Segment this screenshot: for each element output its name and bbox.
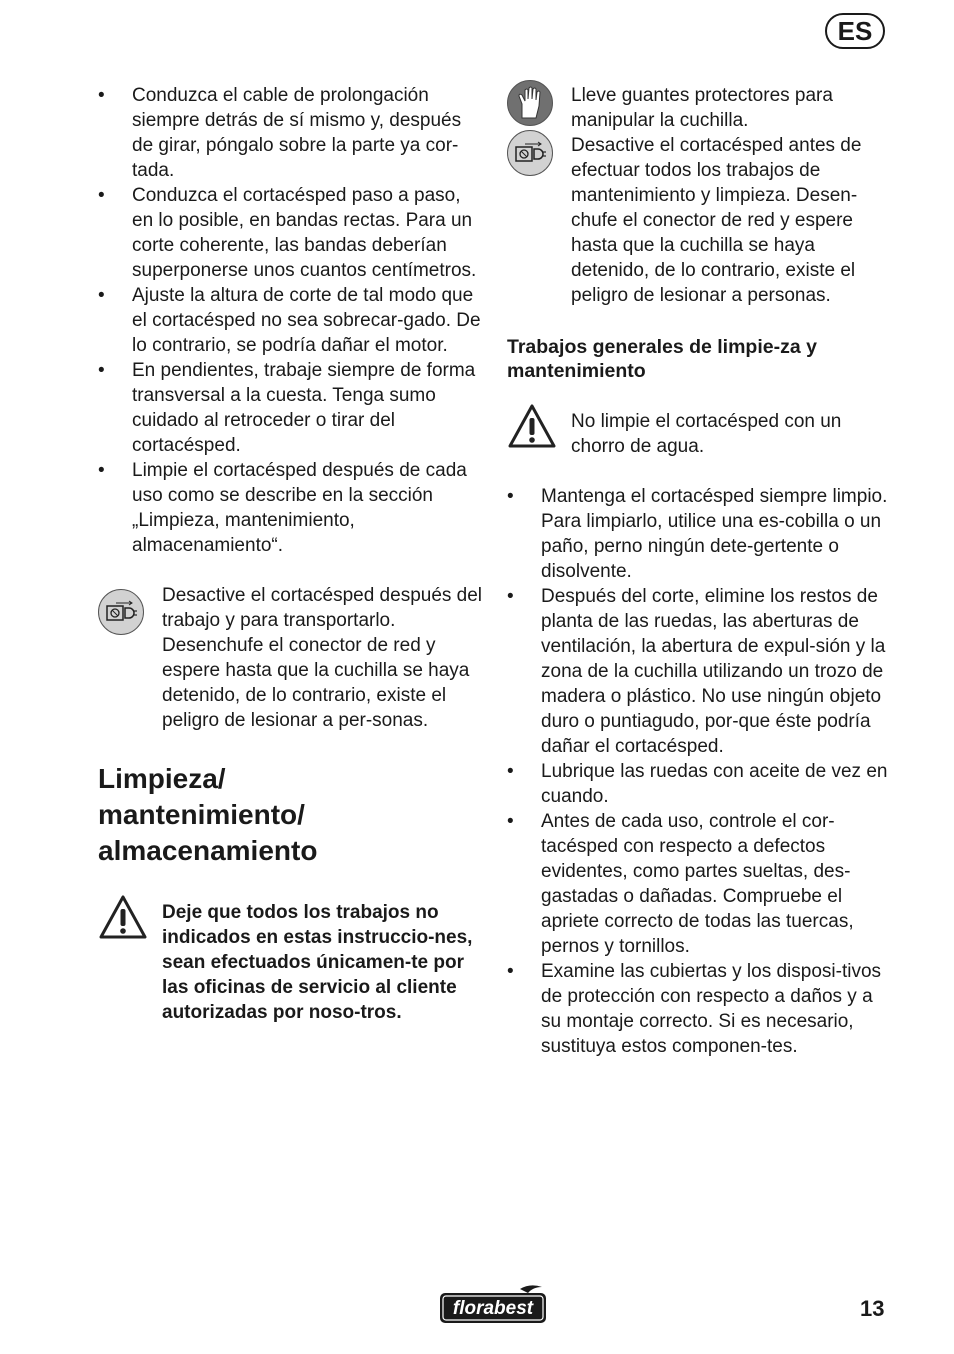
gloves-note-text: Lleve guantes protectores para manipular la cuchilla. <box>571 85 833 131</box>
gloves-icon <box>507 80 553 126</box>
bullet-marker: • <box>507 761 514 782</box>
warning-note-text: Deje que todos los trabajos no indicados en estas instruccio-nes, sean efectuados únicamen-te por las oficinas de servicio al cliente autorizadas por noso-tros. <box>162 902 473 1023</box>
list-item-text: Después del corte, elimine los restos de planta de las ruedas, las aberturas de ventilación, la abertura de expul-sión y la zona de la cuchilla utilizando un trozo de madera o plástico. No use ningún objeto duro o puntiagudo, por-que éste podría dañar el cortacésped. <box>541 586 886 757</box>
subsection-title: Trabajos generales de limpie-za y mantenimiento <box>507 336 817 382</box>
section-title-line: mantenimiento/ <box>98 799 305 830</box>
list-item-text: Ajuste la altura de corte de tal modo que el cortacésped no sea sobrecar-gado. De lo contrario, se podría dañar el motor. <box>132 285 481 356</box>
list-item <box>507 959 892 1059</box>
unplug-icon <box>507 130 553 176</box>
water-warning-block <box>507 409 892 459</box>
language-badge: ES <box>825 13 885 49</box>
safety-notes-block <box>507 83 892 308</box>
list-item-text: Lubrique las ruedas con aceite de vez en cuando. <box>541 761 888 807</box>
list-item-text: Mantenga el cortacésped siempre limpio. Para limpiarlo, utilice una es-cobilla o un paño, perno ningún dete-gertente o disolvente. <box>541 486 888 582</box>
bullet-marker: • <box>98 185 105 206</box>
right-bullet-list <box>507 484 892 1059</box>
warning-icon <box>507 403 557 449</box>
left-bullet-list <box>98 83 483 558</box>
list-item <box>98 183 483 283</box>
bullet-marker: • <box>98 285 105 306</box>
left-column <box>98 83 483 1025</box>
list-item <box>98 283 483 358</box>
unplug-note-text: Desactive el cortacésped antes de efectuar todos los trabajos de mantenimiento y limpieza. Desen-chufe el conector de red y espere hasta que la cuchilla se haya detenido, de lo contrario, existe el peligro de lesionar a personas. <box>571 135 862 306</box>
list-item <box>98 358 483 458</box>
list-item <box>98 458 483 558</box>
bullet-marker: • <box>507 961 514 982</box>
list-item <box>507 759 892 809</box>
page-number: 13 <box>860 1296 885 1321</box>
list-item-text: Conduzca el cortacésped paso a paso, en lo posible, en bandas rectas. Para un corte coherente, las bandas deberían superponerse unos cuantos centímetros. <box>132 185 477 281</box>
list-item-text: Antes de cada uso, controle el cor-tacésped con respecto a defectos evidentes, como partes sueltas, des-gastadas o dañadas. Compruebe el apriete correcto de todas las tuercas, pernos y tornillos. <box>541 811 854 957</box>
bullet-marker: • <box>507 811 514 832</box>
right-column <box>507 83 892 1059</box>
list-item-text: En pendientes, trabaje siempre de forma transversal a la cuesta. Tenga sumo cuidado al retroceder o tirar del cortacésped. <box>132 360 476 456</box>
bullet-marker: • <box>98 360 105 381</box>
list-item <box>507 809 892 959</box>
list-item <box>507 484 892 584</box>
brand-logo <box>438 1283 550 1332</box>
bullet-marker: • <box>98 460 105 481</box>
water-warning-text: No limpie el cortacésped con un chorro de agua. <box>571 411 842 457</box>
warning-note-block <box>98 900 483 1025</box>
list-item-text: Limpie el cortacésped después de cada uso como se describe en la sección „Limpieza, mantenimiento, almacenamiento“. <box>132 460 467 556</box>
switch-off-note-block <box>98 583 483 733</box>
list-item-text: Conduzca el cable de prolongación siempre detrás de sí mismo y, después de girar, póngalo sobre la parte ya cor-tada. <box>132 85 462 181</box>
warning-icon <box>98 894 148 940</box>
list-item <box>507 584 892 759</box>
section-title-line: almacenamiento <box>98 835 318 866</box>
section-title-line: Limpieza/ <box>98 763 226 794</box>
bullet-marker: • <box>98 85 105 106</box>
brand-logo-text: florabest <box>452 1298 534 1319</box>
bullet-marker: • <box>507 486 514 507</box>
switch-off-note-text: Desactive el cortacésped después del trabajo y para transportarlo. Desenchufe el conector de red y espere hasta que la cuchilla se haya detenido, de lo contrario, existe el peligro de lesionar a per-sonas. <box>162 585 483 731</box>
unplug-icon <box>98 589 144 635</box>
list-item-text: Examine las cubiertas y los disposi-tivos de protección con respecto a daños y a su montaje correcto. Si es necesario, sustituya estos componen-tes. <box>541 961 882 1057</box>
section-title <box>98 761 483 869</box>
list-item <box>98 83 483 183</box>
bullet-marker: • <box>507 586 514 607</box>
